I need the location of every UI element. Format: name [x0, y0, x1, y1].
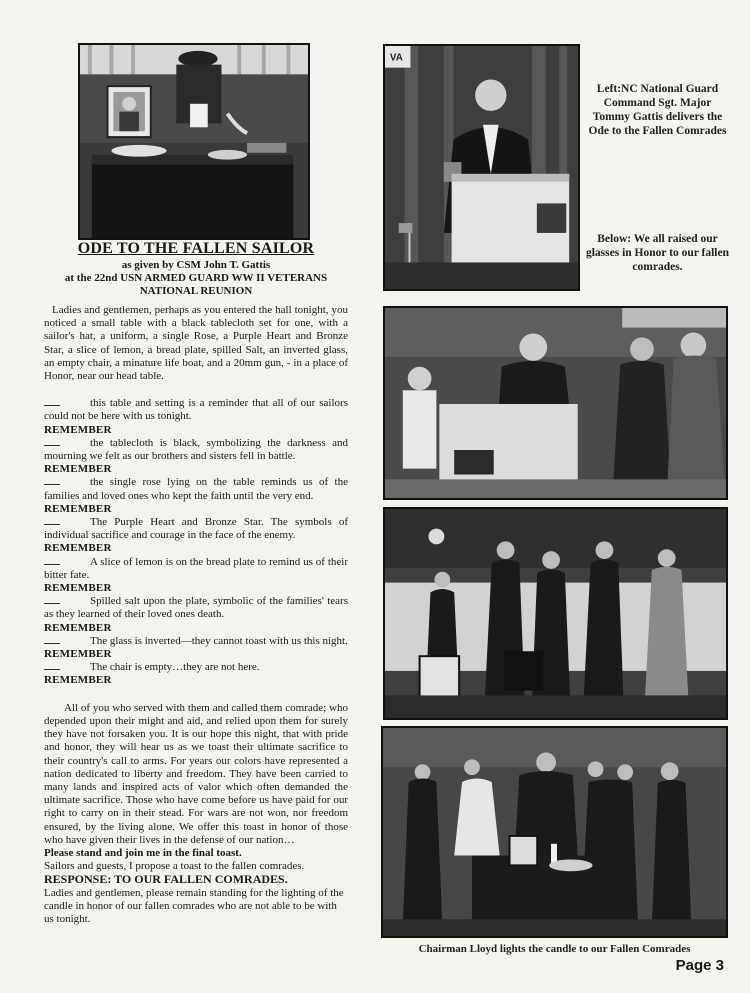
article-subtitle-line-3: NATIONAL REUNION [139, 285, 253, 297]
article-subtitle-line-2: at the 22nd USN ARMED GUARD WW II VETERANS [64, 272, 328, 284]
stanza [44, 635, 348, 648]
stand-line: Please stand and join me in the final toast. [44, 846, 242, 859]
toast-line: Sailors and guests, I propose a toast to the fallen comrades. [44, 860, 305, 873]
podium-sign-text: VA [389, 52, 403, 64]
blank-line [44, 661, 60, 670]
blank-line [44, 476, 60, 485]
stanza-text: A slice of lemon is on the bread plate to remind us of their bitter fate. [44, 555, 348, 581]
stanza [44, 397, 348, 423]
blank-line [44, 397, 60, 406]
stanza [44, 437, 348, 463]
stanza [44, 476, 348, 502]
stanza-text: Spilled salt upon the plate, symbolic of the families' tears as they learned of their loved ones death. [44, 595, 348, 621]
blank-line [44, 635, 60, 644]
stanza [44, 661, 348, 674]
remember-label: REMEMBER [44, 463, 112, 476]
stanza-text: this table and setting is a reminder that all of our sailors could not be here with us tonight. [44, 397, 348, 423]
remember-label: REMEMBER [44, 674, 112, 687]
response-line: RESPONSE: TO OUR FALLEN COMRADES. [44, 872, 288, 887]
final-line: Ladies and gentlemen, please remain standing for the lighting of the candle in honor of our fallen comrades who are not able to be with us tonight. [44, 886, 344, 925]
caption-toast: Below: We all raised our glasses in Honor to our fallen comrades. [585, 233, 730, 273]
stanza-text: The Purple Heart and Bronze Star. The symbols of individual sacrifice and courage in the face of the enemy. [44, 516, 348, 542]
article-title: ODE TO THE FALLEN SAILOR [77, 240, 315, 257]
remember-label: REMEMBER [44, 582, 112, 595]
candle-lighting-photo [381, 726, 728, 938]
memorial-table-photo [78, 43, 310, 240]
remember-label: REMEMBER [44, 423, 112, 436]
article-column [44, 240, 348, 926]
stanza-text: The chair is empty…they are not here. [90, 661, 260, 674]
remember-label: REMEMBER [44, 621, 112, 634]
intro-paragraph: Ladies and gentlemen, perhaps as you entered the hall tonight, you noticed a small table with a black tablecloth set for one, with a sailor's hat, a uniform, a single Rose, a Purple Heart and Bronze Star, a slice of lemon, a bread plate, spilled Salt, an inverted glass, an empty chair, a minature life boat, and a 20mm gun, - in a place of Honor, near our head table. [44, 304, 348, 383]
closing-paragraph: All of you who served with them and called them comrade; who depended upon their might and aid, and relied upon them for surely they have not forsaken you. It is our hope this night, that with pride and honor, they will hear us as we toast their ultimate sacrifice to their country's call to arms. For years our colors have represented a nation dedicated to liberty and freedom. They have been carried to many lands and inspired acts of valor which often demanded the ultimate sacrifice. Those who have come before us have paid for our right to carry on in their stead. For wars are not won, nor freedom ensured, by the living alone. We offer this toast in honor of those who have given their lives in the defense of our nation… [44, 701, 348, 846]
blank-line [44, 516, 60, 525]
speaker-podium-photo [383, 44, 580, 291]
remember-label: REMEMBER [44, 542, 112, 555]
ode-stanzas [44, 397, 348, 687]
page-number: Page 3 [675, 957, 724, 974]
caption-speaker: Left:NC National Guard Command Sgt. Major Tommy Gattis delivers the Ode to the Fallen Comrades [588, 83, 727, 137]
article-subtitle-line-1: as given by CSM John T. Gattis [121, 259, 271, 271]
stanza [44, 516, 348, 542]
caption-candle: Chairman Lloyd lights the candle to our Fallen Comrades [418, 943, 691, 955]
stanza-text: The glass is inverted—they cannot toast with us this night. [90, 634, 348, 647]
stanza [44, 556, 348, 582]
stanza-text: the tablecloth is black, symbolizing the darkness and mourning we felt as our brothers and sisters fell in battle. [44, 436, 348, 463]
remember-label: REMEMBER [44, 648, 112, 661]
toast-photo [383, 306, 728, 500]
blank-line [44, 595, 60, 604]
stanza [44, 595, 348, 621]
stanza-text: the single rose lying on the table reminds us of the families and loved ones who kept the faith until the very end. [44, 476, 348, 502]
remember-label: REMEMBER [44, 502, 112, 515]
blank-line [44, 437, 60, 446]
group-toast-photo [383, 507, 728, 720]
blank-line [44, 556, 60, 565]
